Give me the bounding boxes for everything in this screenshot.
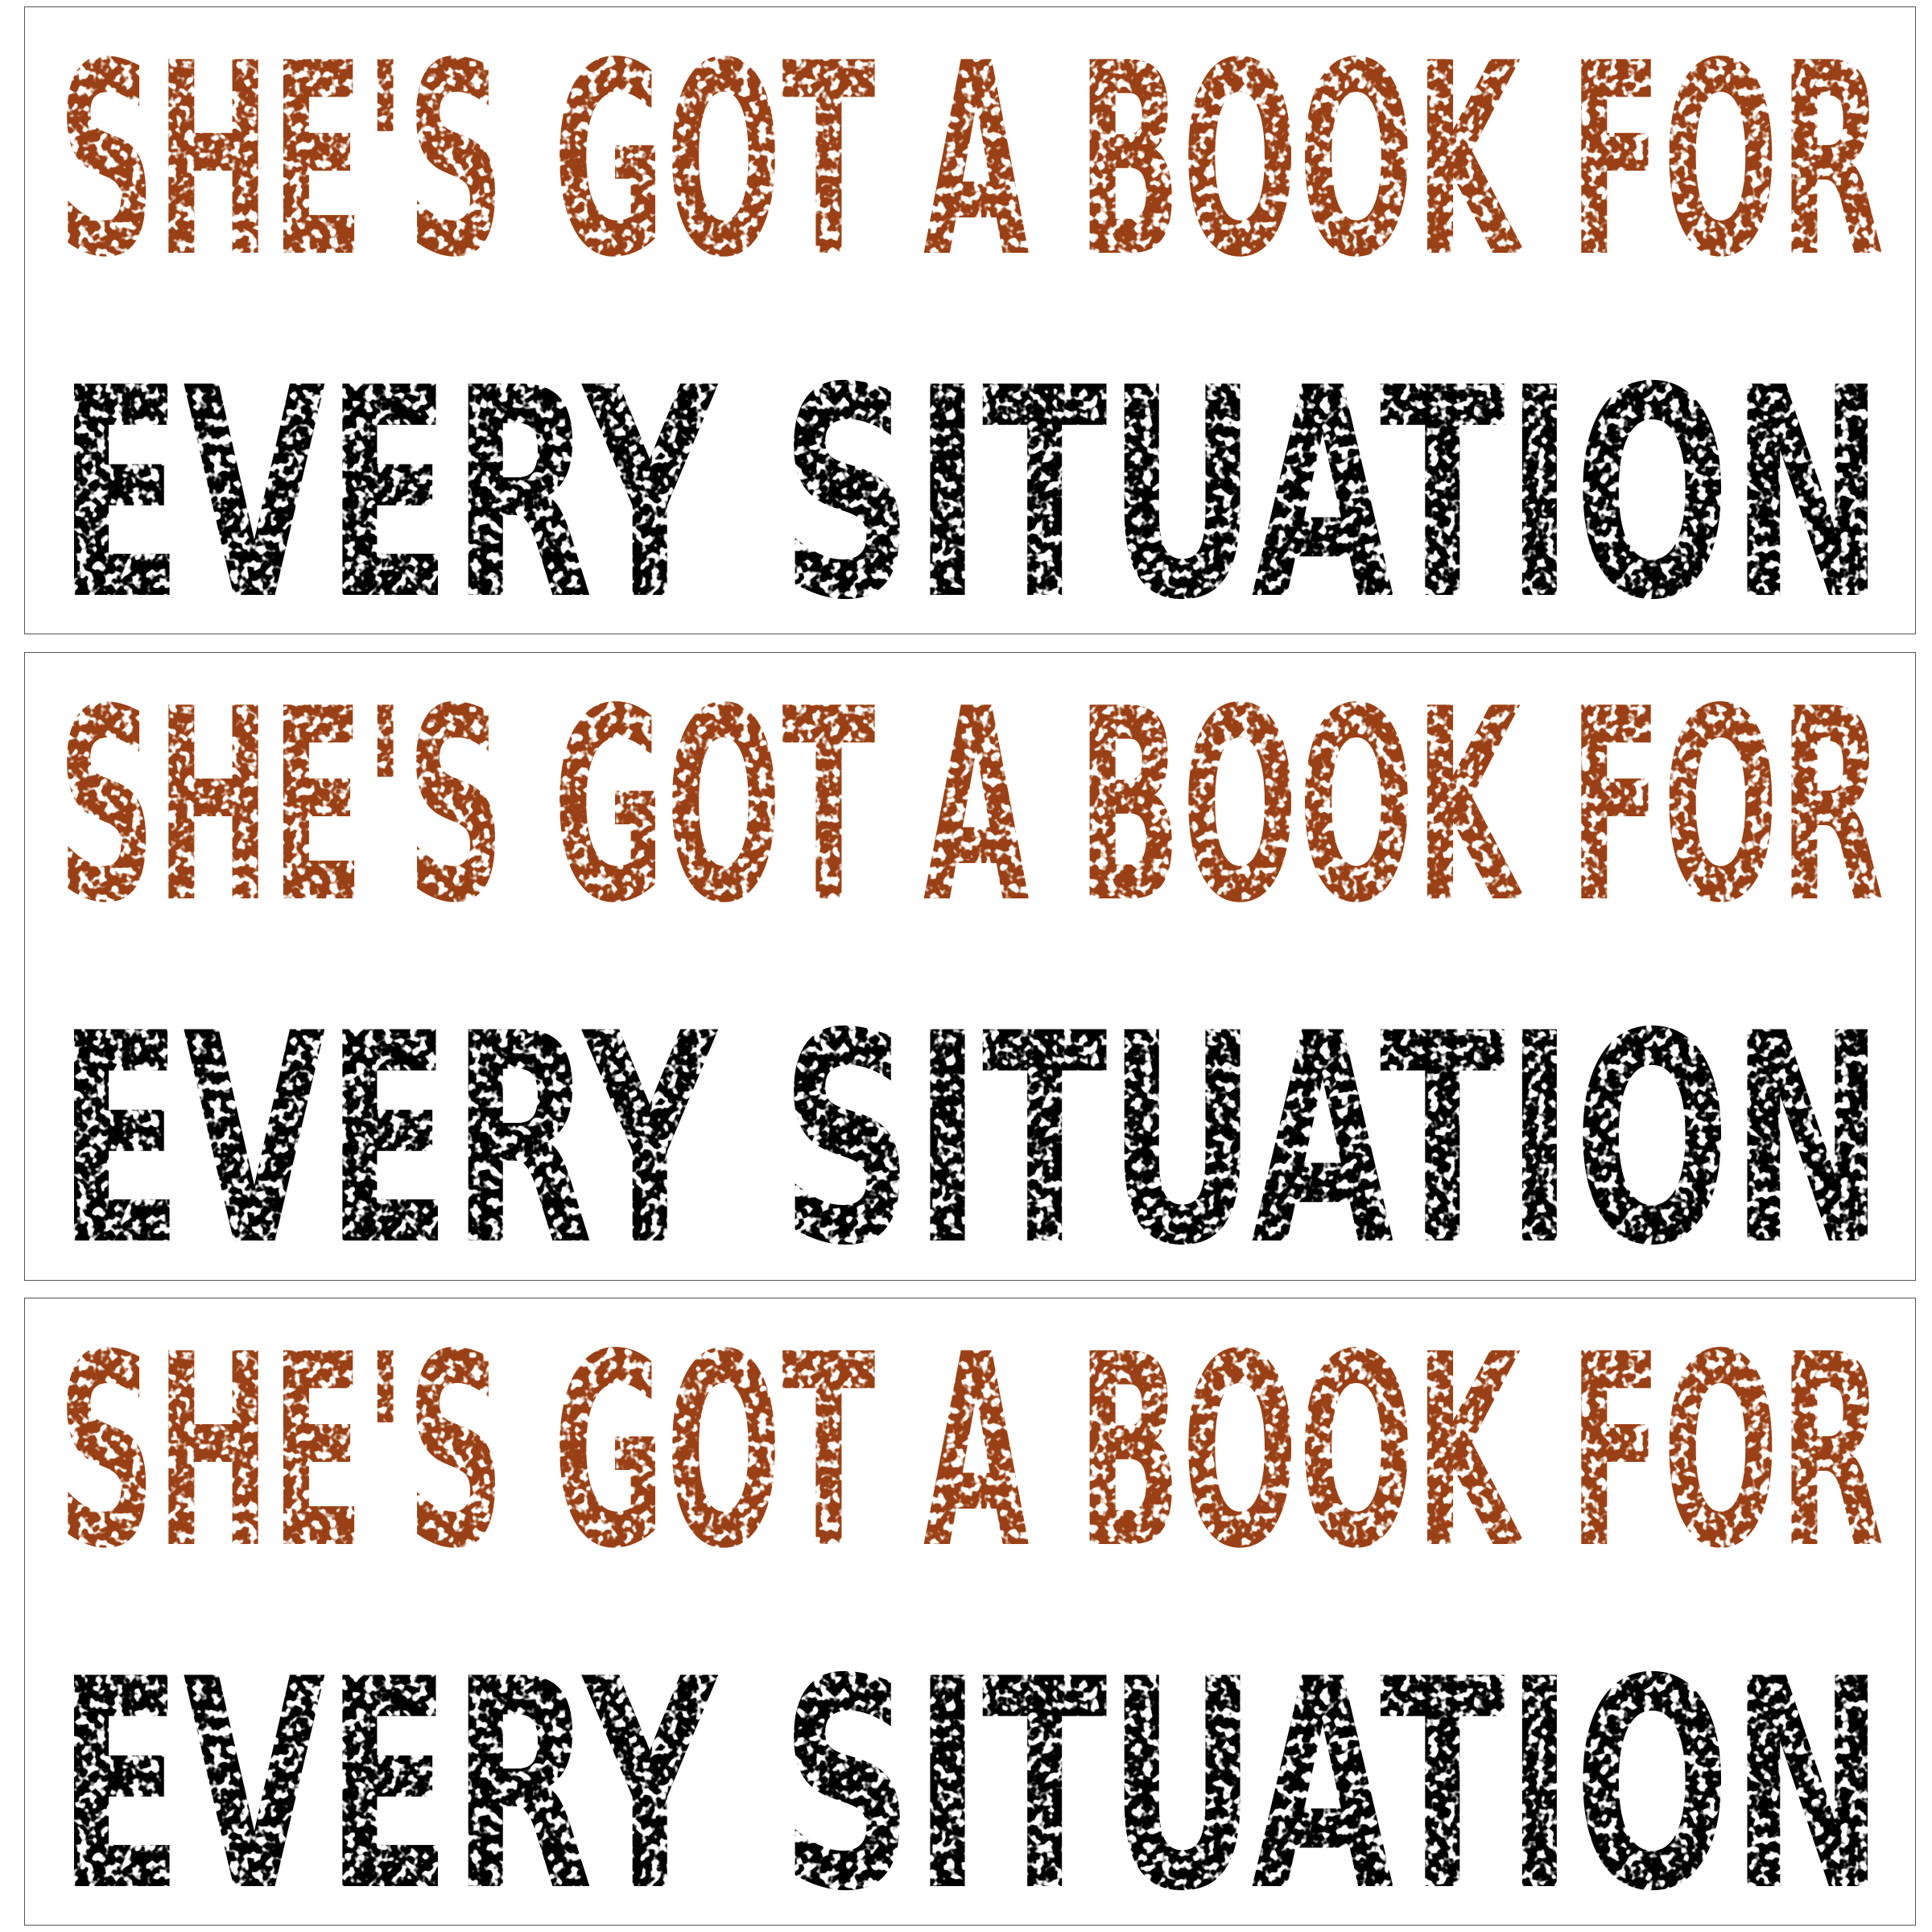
sticker-2 (24, 652, 1916, 1281)
sticker-2-artwork (25, 653, 1916, 1281)
sticker-2-line-2: EVERY SITUATION (57, 972, 1885, 1281)
sticker-1-line-1: SHE'S GOT A BOOK FOR (57, 7, 1885, 316)
sticker-1 (24, 6, 1916, 634)
sticker-3-line-2: EVERY SITUATION (57, 1617, 1885, 1926)
sticker-1-artwork (25, 7, 1916, 634)
sticker-3-artwork (25, 1298, 1916, 1926)
sticker-1-line-2: EVERY SITUATION (57, 326, 1885, 635)
sticker-2-line-1: SHE'S GOT A BOOK FOR (57, 653, 1885, 961)
sticker-3 (24, 1298, 1916, 1926)
sticker-3-line-1: SHE'S GOT A BOOK FOR (57, 1298, 1885, 1607)
